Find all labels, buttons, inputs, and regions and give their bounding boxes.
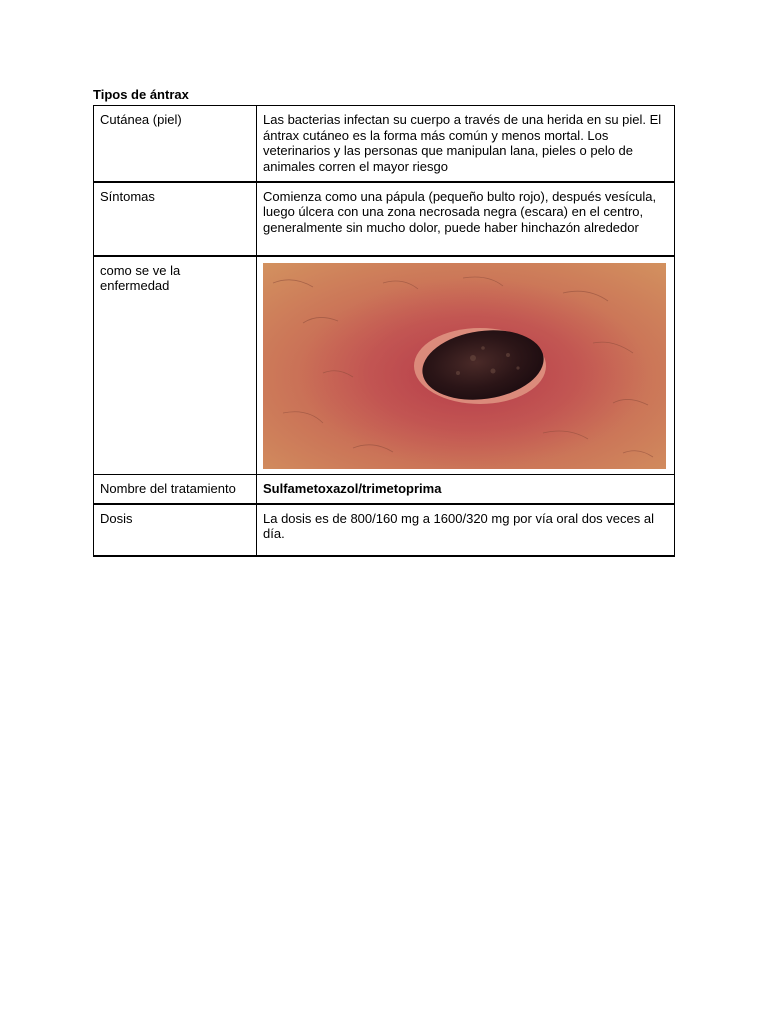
row-label-tratamiento: Nombre del tratamiento — [94, 475, 257, 504]
table-row-dosis — [94, 504, 675, 556]
row-value-dosis: La dosis es de 800/160 mg a 1600/320 mg por vía oral dos veces al día. — [257, 504, 675, 556]
row-value-imagen — [257, 256, 675, 475]
page-title: Tipos de ántrax — [93, 87, 189, 102]
anthrax-info-table — [93, 105, 675, 557]
table-row-imagen — [94, 256, 675, 475]
row-label-cutanea: Cutánea (piel) — [94, 106, 257, 182]
row-label-dosis: Dosis — [94, 504, 257, 556]
row-value-tratamiento: Sulfametoxazol/trimetoprima — [257, 475, 675, 504]
lesion-photo — [263, 263, 666, 469]
row-value-cutanea: Las bacterias infectan su cuerpo a través de una herida en su piel. El ántrax cutáneo es la forma más común y menos mortal. Los veterinarios y las personas que manipulan lana, pieles o pelo de animales corren el mayor riesgo — [257, 106, 675, 182]
table-row-cutanea — [94, 106, 675, 182]
row-label-imagen: como se ve la enfermedad — [94, 256, 257, 475]
row-value-sintomas: Comienza como una pápula (pequeño bulto rojo), después vesícula, luego úlcera con una zona necrosada negra (escara) en el centro, generalmente sin mucho dolor, puede haber hinchazón alrededor — [257, 182, 675, 256]
table-row-tratamiento — [94, 475, 675, 504]
table-row-sintomas — [94, 182, 675, 256]
row-label-sintomas: Síntomas — [94, 182, 257, 256]
